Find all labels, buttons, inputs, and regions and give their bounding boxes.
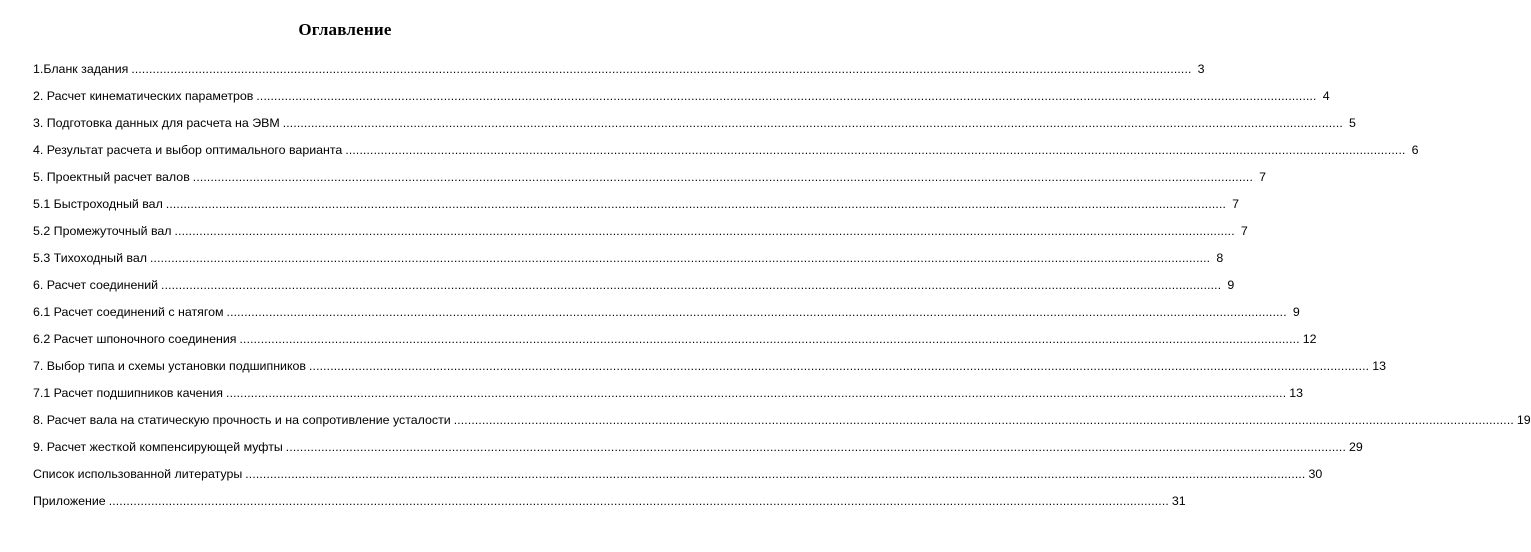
toc-entry-page-number: 13 (1289, 386, 1304, 400)
toc-entry-page-number: 6 (1411, 143, 1419, 157)
toc-entry[interactable] (33, 195, 1240, 222)
toc-dot-leader: ............................................................................................................................................................................................................................................................................................................ (174, 224, 1235, 238)
toc-entry[interactable] (33, 168, 1266, 195)
toc-entry[interactable] (33, 141, 1419, 168)
toc-dot-leader: ............................................................................................................................................................................................................................................................................................................ (309, 359, 1370, 373)
toc-dot-leader: ............................................................................................................................................................................................................................................................................................................ (453, 413, 1514, 427)
toc-entry[interactable] (33, 114, 1356, 141)
toc-entry-page-number: 19 (1516, 413, 1531, 427)
toc-entry-page-number: 12 (1302, 332, 1317, 346)
page-title: Оглавление (298, 20, 392, 39)
toc-entry[interactable] (33, 249, 1224, 276)
toc-dot-leader: ............................................................................................................................................................................................................................................................................................................ (256, 89, 1317, 103)
toc-dot-leader: ............................................................................................................................................................................................................................................................................................................ (285, 440, 1346, 454)
toc-dot-leader: ............................................................................................................................................................................................................................................................................................................ (239, 332, 1300, 346)
toc-entry-label: 6.2 Расчет шпоночного соединения (33, 332, 237, 346)
toc-entry[interactable] (33, 384, 1304, 411)
toc-entry-label: 6. Расчет соединений (33, 278, 159, 292)
toc-entry-page-number: 9 (1292, 305, 1300, 319)
toc-entry-label: 5.3 Тихоходный вал (33, 251, 148, 265)
toc-entry-page-number: 13 (1372, 359, 1386, 373)
toc-entry-label: 7. Выбор типа и схемы установки подшипников (33, 359, 306, 373)
toc-entry[interactable] (33, 492, 1186, 519)
table-of-contents (33, 60, 1531, 519)
toc-entry-label: 7.1 Расчет подшипников качения (33, 386, 224, 400)
toc-entry-label: 6.1 Расчет соединений с натягом (33, 305, 224, 319)
toc-entry[interactable] (33, 222, 1248, 249)
toc-entry-page-number: 7 (1259, 170, 1266, 184)
toc-entry[interactable] (33, 411, 1531, 438)
toc-dot-leader: ............................................................................................................................................................................................................................................................................................................ (345, 143, 1406, 157)
toc-entry-label: 8. Расчет вала на статическую прочность и на сопротивление усталости (33, 413, 451, 427)
toc-entry-label: Приложение (33, 494, 106, 508)
toc-entry-label: 4. Результат расчета и выбор оптимального варианта (33, 143, 343, 157)
toc-entry[interactable] (33, 465, 1323, 492)
toc-entry[interactable] (33, 357, 1386, 384)
toc-entry-page-number: 8 (1216, 251, 1224, 265)
toc-entry-page-number: 7 (1232, 197, 1240, 211)
toc-entry[interactable] (33, 438, 1363, 465)
toc-entry[interactable] (33, 87, 1330, 114)
toc-entry-label: 1.Бланк задания (33, 62, 129, 76)
toc-entry-page-number: 29 (1349, 440, 1363, 454)
toc-dot-leader: ............................................................................................................................................................................................................................................................................................................ (150, 251, 1211, 265)
toc-entry-label: 5.1 Быстроходный вал (33, 197, 163, 211)
toc-entry-page-number: 3 (1197, 62, 1205, 76)
toc-dot-leader: ............................................................................................................................................................................................................................................................................................................ (192, 170, 1253, 184)
toc-dot-leader: ............................................................................................................................................................................................................................................................................................................ (226, 305, 1287, 319)
toc-entry-label: 2. Расчет кинематических параметров (33, 89, 254, 103)
toc-entry-page-number: 4 (1322, 89, 1330, 103)
toc-entry-label: 5.2 Промежуточный вал (33, 224, 172, 238)
toc-entry-label: Список использованной литературы (33, 467, 243, 481)
toc-entry-page-number: 31 (1171, 494, 1186, 508)
toc-entry-page-number: 9 (1227, 278, 1235, 292)
toc-dot-leader: ............................................................................................................................................................................................................................................................................................................ (108, 494, 1169, 508)
toc-entry-page-number: 30 (1308, 467, 1323, 481)
toc-entry-page-number: 7 (1240, 224, 1248, 238)
toc-entry[interactable] (33, 303, 1300, 330)
toc-entry[interactable] (33, 60, 1205, 87)
toc-dot-leader: ............................................................................................................................................................................................................................................................................................................ (226, 386, 1287, 400)
toc-dot-leader: ............................................................................................................................................................................................................................................................................................................ (282, 116, 1343, 130)
toc-entry-page-number: 5 (1349, 116, 1356, 130)
toc-dot-leader: ............................................................................................................................................................................................................................................................................................................ (165, 197, 1227, 211)
toc-entry-label: 5. Проектный расчет валов (33, 170, 190, 184)
toc-entry-label: 3. Подготовка данных для расчета на ЭВМ (33, 116, 280, 130)
toc-dot-leader: ............................................................................................................................................................................................................................................................................................................ (245, 467, 1306, 481)
toc-entry-label: 9. Расчет жесткой компенсирующей муфты (33, 440, 283, 454)
toc-entry[interactable] (33, 330, 1317, 357)
toc-dot-leader: ............................................................................................................................................................................................................................................................................................................ (131, 62, 1192, 76)
toc-dot-leader: ............................................................................................................................................................................................................................................................................................................ (161, 278, 1222, 292)
toc-entry[interactable] (33, 276, 1235, 303)
